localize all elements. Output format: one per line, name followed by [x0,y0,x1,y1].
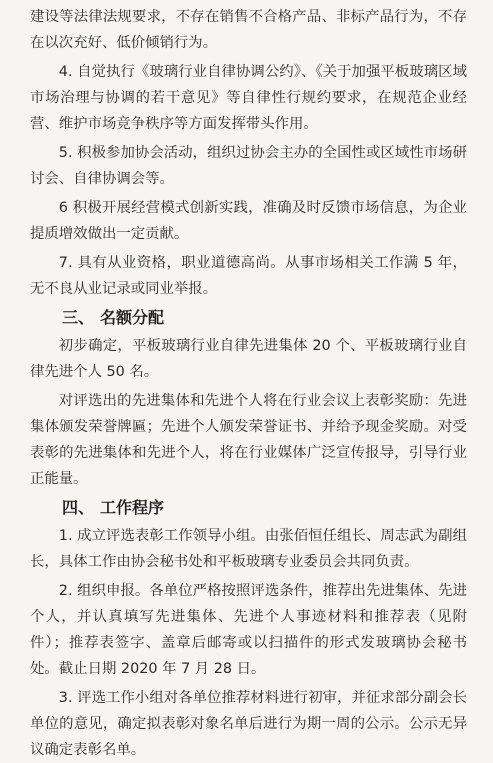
section-title: 名额分配 [100,308,165,327]
section-heading-procedure [30,494,467,521]
section-number: 四、 [62,498,95,517]
paragraph-quota-2: 对评选出的先进集体和先进个人将在行业会议上表彰奖励：先进集体颁发荣誉牌匾；先进个人颁发荣誉证书、并给予现金奖励。对受表彰的先进集体和先进个人，将在行业媒体广泛宣传报导，引导行业正能量。 [30,393,467,487]
paragraph-item-7: 7. 具有从业资格，职业道德高尚。从事市场相关工作满 5 年，无不良从业记录或同业举报。 [30,255,467,297]
paragraph-item-6: 6 积极开展经营模式创新实践，准确及时反馈市场信息，为企业提质增效做出一定贡献。 [30,200,467,242]
paragraph-procedure-1: 1. 成立评选表彰工作领导小组。由张佰恒任组长、周志武为副组长，具体工作由协会秘书处和平板玻璃专业委员会共同负责。 [30,528,467,570]
paragraph-continuation: 建设等法律法规要求，不存在销售不合格产品、非标产品行为，不存在以次充好、低价倾销行为。 [30,9,467,51]
paragraph-procedure-2: 2. 组织申报。各单位严格按照评选条件，推荐出先进集体、先进个人，并认真填写先进集体、先进个人事迹材料和推荐表（见附件）；推荐表签字、盖章后邮寄或以扫描件的形式发玻璃协会秘书处。截止日期 2020 年 7 月 28 日。 [30,583,467,677]
section-number: 三、 [62,308,95,327]
section-title: 工作程序 [100,498,165,517]
section-heading-quota [30,304,467,331]
paragraph-quota-1: 初步确定，平板玻璃行业自律先进集体 20 个、平板玻璃行业自律先进个人 50 名。 [30,338,467,380]
paragraph-item-5: 5. 积极参加协会活动，组织过协会主办的全国性或区域性市场研讨会、自律协调会等。 [30,145,467,187]
paragraph-item-4: 4. 自觉执行《玻璃行业自律协调公约》、《关于加强平板玻璃区域市场治理与协调的若干意见》等自律性行规约要求，在规范企业经营、维护市场竞争秩序等方面发挥带头作用。 [30,64,467,132]
paragraph-procedure-3: 3. 评选工作小组对各单位推荐材料进行初审，并征求部分副会长单位的意见，确定拟表彰对象名单后进行为期一周的公示。公示无异议确定表彰名单。 [30,690,467,758]
